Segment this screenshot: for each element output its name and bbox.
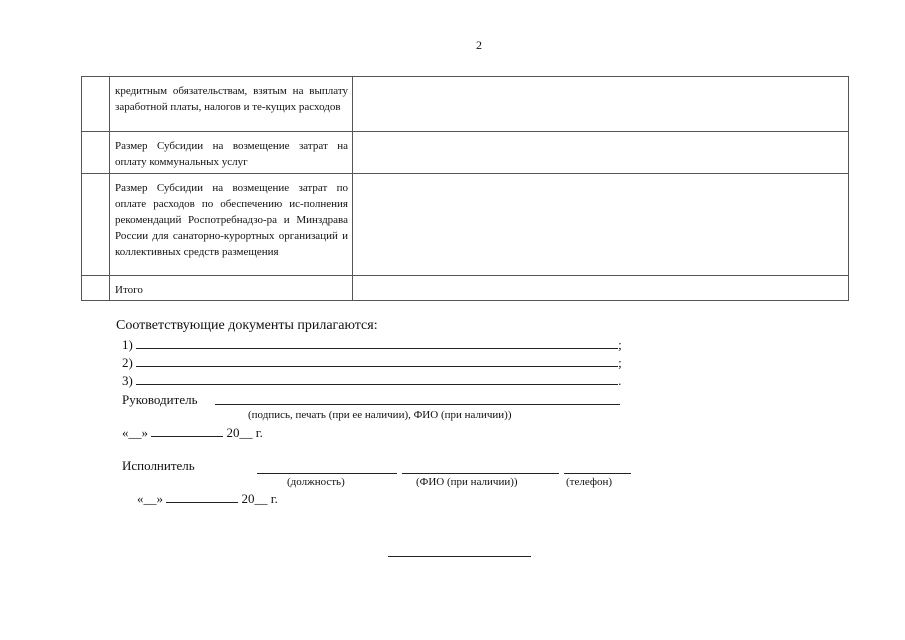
date-month-blank[interactable] [151,425,223,437]
row-description-cell: кредитным обязательствам, взятым на выплату заработной платы, налогов и те-кущих расходов [110,77,353,132]
bottom-separator-line [388,556,531,557]
attachment-line-3 [122,373,621,389]
subsidy-table [81,76,849,301]
row-number-cell [82,77,110,132]
executor-name-blank[interactable] [402,462,559,474]
table-row [82,174,849,276]
table-row [82,77,849,132]
executor-position-blank[interactable] [257,462,397,474]
head-signature-blank[interactable] [215,393,620,405]
executor-phone-blank[interactable] [564,462,631,474]
row-value-cell [353,174,849,276]
date-year: 20__ г. [226,425,263,440]
executor-label: Исполнитель [122,458,195,473]
row-number-cell [82,174,110,276]
row-value-cell [353,77,849,132]
attachment-end: ; [618,337,622,352]
executor-date-line [137,491,278,507]
table-row [82,276,849,301]
attachment-number: 1) [122,337,133,352]
row-number-cell [82,276,110,301]
attachment-blank[interactable] [136,373,618,385]
attachment-blank[interactable] [136,355,618,367]
attachments-heading: Соответствующие документы прилагаются: [116,318,378,333]
row-description-cell: Итого [110,276,353,301]
table-row [82,132,849,174]
executor-name-caption: (ФИО (при наличии)) [416,476,518,488]
attachment-line-1 [122,337,622,353]
page-number: 2 [476,38,482,52]
attachment-line-2 [122,355,622,371]
row-value-cell [353,276,849,301]
attachment-number: 3) [122,373,133,388]
attachment-end: . [618,373,622,388]
row-value-cell [353,132,849,174]
row-description-cell: Размер Субсидии на возмещение затрат по оплате расходов по обеспечению ис-полнения рекомендаций Роспотребнадзо-ра и Минздрава России для санаторно-курортных организаций и коллективных средств размещения [110,174,353,276]
date-year: 20__ г. [241,491,278,506]
row-number-cell [82,132,110,174]
attachment-number: 2) [122,355,133,370]
head-signature-caption: (подпись, печать (при ее наличии), ФИО (при наличии)) [248,409,512,421]
head-date-line [122,425,263,441]
date-month-blank[interactable] [166,491,238,503]
date-day: «__» [137,491,163,506]
attachment-end: ; [618,355,622,370]
executor-position-caption: (должность) [287,476,345,488]
attachment-blank[interactable] [136,337,618,349]
row-description-cell: Размер Субсидии на возмещение затрат на оплату коммунальных услуг [110,132,353,174]
date-day: «__» [122,425,148,440]
executor-phone-caption: (телефон) [566,476,613,488]
head-label: Руководитель [122,392,198,407]
